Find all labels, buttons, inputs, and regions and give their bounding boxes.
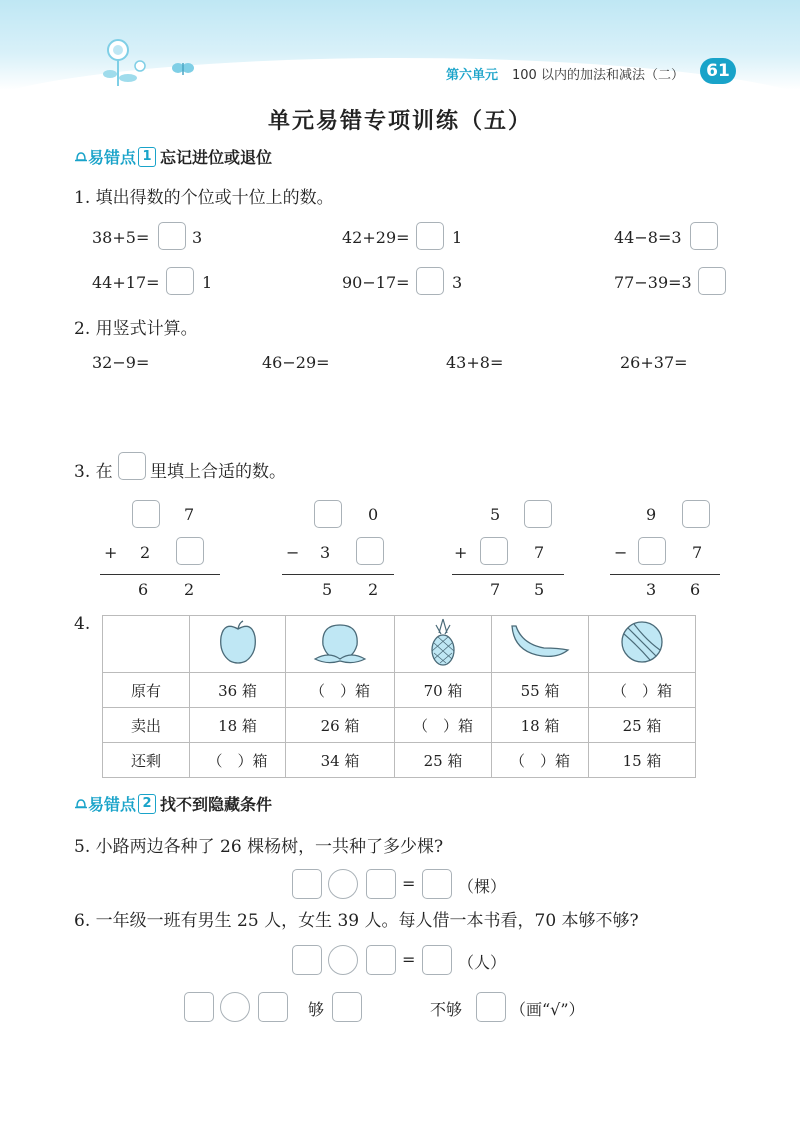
row-label: 还剩 bbox=[103, 743, 190, 778]
q1-item-1-right: 3 bbox=[192, 228, 203, 247]
q1-item-6-left: 77−39=3 bbox=[614, 273, 692, 292]
digit: 2 bbox=[368, 580, 379, 599]
answer-box[interactable] bbox=[366, 945, 396, 975]
mistake-point-label: 易错点 bbox=[88, 148, 137, 167]
digit: 7 bbox=[490, 580, 501, 599]
table-cell: 55 箱 bbox=[492, 673, 589, 708]
q2-item-4: 26+37= bbox=[620, 353, 688, 372]
table-cell: 25 箱 bbox=[589, 708, 696, 743]
answer-box[interactable] bbox=[366, 869, 396, 899]
answer-box[interactable] bbox=[524, 500, 552, 528]
table-cell: 18 箱 bbox=[190, 708, 286, 743]
sum-line bbox=[452, 574, 564, 575]
peach-icon bbox=[309, 619, 371, 665]
unit-label: （棵） bbox=[458, 877, 507, 896]
mistake-point-label: 易错点 bbox=[88, 795, 137, 814]
operator: − bbox=[286, 543, 300, 562]
digit: 2 bbox=[184, 580, 195, 599]
q2-item-3: 43+8= bbox=[446, 353, 504, 372]
answer-box[interactable] bbox=[184, 992, 214, 1022]
operator-circle[interactable] bbox=[328, 945, 358, 975]
q1-item-5-right: 3 bbox=[452, 273, 463, 292]
answer-box[interactable] bbox=[638, 537, 666, 565]
hint-text: （画“√”） bbox=[510, 1000, 585, 1019]
answer-box[interactable] bbox=[416, 267, 444, 295]
mistake-point-2-heading bbox=[74, 792, 272, 815]
digit: 2 bbox=[140, 543, 151, 562]
table-cell: 36 箱 bbox=[190, 673, 286, 708]
table-row bbox=[103, 743, 696, 778]
q1-item-5-left: 90−17= bbox=[342, 273, 410, 292]
table-cell[interactable]: （ ）箱 bbox=[492, 743, 589, 778]
question-3-text-before: 3. 在 bbox=[74, 462, 113, 482]
butterfly-icon bbox=[172, 60, 194, 78]
page-number: 61 bbox=[700, 58, 736, 84]
sum-line bbox=[100, 574, 220, 575]
table-row bbox=[103, 673, 696, 708]
answer-box[interactable] bbox=[422, 945, 452, 975]
digit: 5 bbox=[490, 505, 501, 524]
q1-item-3-left: 44−8=3 bbox=[614, 228, 682, 247]
table-cell[interactable]: （ ）箱 bbox=[286, 673, 395, 708]
table-cell: 25 箱 bbox=[395, 743, 492, 778]
answer-box[interactable] bbox=[416, 222, 444, 250]
operator-circle[interactable] bbox=[220, 992, 250, 1022]
digit: 6 bbox=[690, 580, 701, 599]
mistake-point-number: 1 bbox=[138, 147, 156, 167]
table-cell: 34 箱 bbox=[286, 743, 395, 778]
answer-box[interactable] bbox=[292, 869, 322, 899]
sum-line bbox=[282, 574, 394, 575]
enough-checkbox[interactable] bbox=[332, 992, 362, 1022]
pineapple-cell bbox=[395, 616, 492, 673]
q1-item-4-right: 1 bbox=[202, 273, 213, 292]
pineapple-icon bbox=[426, 617, 460, 667]
page-title: 单元易错专项训练（五） bbox=[267, 109, 532, 134]
question-4-number: 4. bbox=[74, 614, 91, 634]
row-label: 卖出 bbox=[103, 708, 190, 743]
answer-box[interactable] bbox=[158, 222, 186, 250]
table-cell: 70 箱 bbox=[395, 673, 492, 708]
operator: − bbox=[614, 543, 628, 562]
answer-box[interactable] bbox=[176, 537, 204, 565]
q1-item-2-left: 42+29= bbox=[342, 228, 410, 247]
mistake-point-number: 2 bbox=[138, 794, 156, 814]
question-3-text-after: 里填上合适的数。 bbox=[150, 462, 286, 482]
operator: + bbox=[454, 543, 468, 562]
operator-circle[interactable] bbox=[328, 869, 358, 899]
answer-box[interactable] bbox=[166, 267, 194, 295]
table-cell: 15 箱 bbox=[589, 743, 696, 778]
answer-box[interactable] bbox=[314, 500, 342, 528]
answer-box[interactable] bbox=[480, 537, 508, 565]
apple-icon bbox=[216, 619, 260, 665]
equals-sign: = bbox=[402, 874, 416, 893]
digit: 7 bbox=[184, 505, 195, 524]
answer-box[interactable] bbox=[422, 869, 452, 899]
question-6-text: 6. 一年级一班有男生 25 人，女生 39 人。每人借一本书看，70 本够不够? bbox=[74, 911, 639, 931]
digit: 5 bbox=[322, 580, 333, 599]
digit: 7 bbox=[534, 543, 545, 562]
q1-item-2-right: 1 bbox=[452, 228, 463, 247]
corner-cell bbox=[103, 616, 190, 673]
watermelon-icon bbox=[618, 618, 666, 666]
mistake-point-1-heading bbox=[74, 145, 272, 168]
answer-box[interactable] bbox=[258, 992, 288, 1022]
unit-title: 100 以内的加法和减法（二） bbox=[512, 68, 684, 83]
table-cell[interactable]: （ ）箱 bbox=[395, 708, 492, 743]
apple-cell bbox=[190, 616, 286, 673]
banana-icon bbox=[508, 622, 572, 662]
sum-line bbox=[610, 574, 720, 575]
unit-label: （人） bbox=[458, 953, 507, 972]
table-cell[interactable]: （ ）箱 bbox=[190, 743, 286, 778]
equals-sign: = bbox=[402, 950, 416, 969]
question-2-text: 2. 用竖式计算。 bbox=[74, 319, 198, 339]
q2-item-1: 32−9= bbox=[92, 353, 150, 372]
digit: 3 bbox=[320, 543, 331, 562]
flower-icon bbox=[96, 36, 156, 88]
enough-label: 够 bbox=[308, 1000, 325, 1019]
answer-box[interactable] bbox=[698, 267, 726, 295]
digit: 9 bbox=[646, 505, 657, 524]
table-cell: 18 箱 bbox=[492, 708, 589, 743]
digit: 7 bbox=[692, 543, 703, 562]
table-cell: 26 箱 bbox=[286, 708, 395, 743]
unit-label: 第六单元 bbox=[446, 68, 499, 83]
digit: 5 bbox=[534, 580, 545, 599]
bell-icon bbox=[74, 797, 88, 811]
table-cell[interactable]: （ ）箱 bbox=[589, 673, 696, 708]
sample-box bbox=[118, 452, 146, 480]
row-label: 原有 bbox=[103, 673, 190, 708]
answer-box[interactable] bbox=[132, 500, 160, 528]
digit: 6 bbox=[138, 580, 149, 599]
not-enough-checkbox[interactable] bbox=[476, 992, 506, 1022]
watermelon-cell bbox=[589, 616, 696, 673]
answer-box[interactable] bbox=[682, 500, 710, 528]
question-1-text: 1. 填出得数的个位或十位上的数。 bbox=[74, 188, 334, 208]
peach-cell bbox=[286, 616, 395, 673]
mistake-point-desc: 找不到隐藏条件 bbox=[160, 795, 273, 814]
answer-box[interactable] bbox=[292, 945, 322, 975]
answer-box[interactable] bbox=[690, 222, 718, 250]
q2-item-2: 46−29= bbox=[262, 353, 330, 372]
question-5-text: 5. 小路两边各种了 26 棵杨树，一共种了多少棵? bbox=[74, 837, 444, 857]
mistake-point-desc: 忘记进位或退位 bbox=[160, 148, 273, 167]
digit: 0 bbox=[368, 505, 379, 524]
q1-item-4-left: 44+17= bbox=[92, 273, 160, 292]
banana-cell bbox=[492, 616, 589, 673]
not-enough-label: 不够 bbox=[430, 1000, 463, 1019]
operator: + bbox=[104, 543, 118, 562]
fruit-table bbox=[102, 615, 696, 778]
answer-box[interactable] bbox=[356, 537, 384, 565]
table-row bbox=[103, 708, 696, 743]
digit: 3 bbox=[646, 580, 657, 599]
bell-icon bbox=[74, 150, 88, 164]
q1-item-1-left: 38+5= bbox=[92, 228, 150, 247]
